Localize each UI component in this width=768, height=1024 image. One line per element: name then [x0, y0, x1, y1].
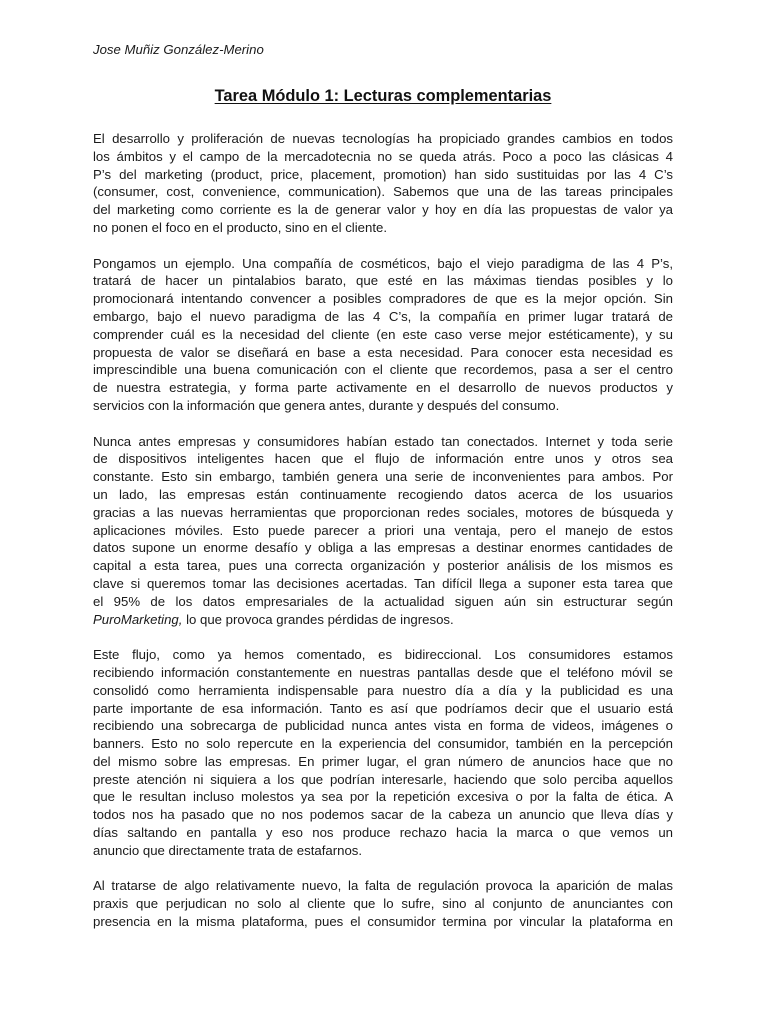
text-line: comprender cuál es la necesidad del cliente (en este caso verse mejor estéticamente), y su: [93, 326, 673, 342]
text-line: constante. Esto sin embargo, también genera una serie de inconvenientes para ambos. Por: [93, 469, 673, 485]
paragraph-1: [93, 130, 673, 237]
text-line: todos nos ha pasado que no nos podemos sacar de la cabeza un anuncio que lleva días y: [93, 807, 673, 823]
text-line: del marketing como corriente es la de generar valor y hoy en día las propuestas de valor ya: [93, 202, 673, 218]
text-line: preste atención ni siquiera a los que podrían interesarle, haciendo que solo perciba aquellos: [93, 771, 673, 787]
text-line: capital a esta tarea, pues una correcta organización y posterior análisis de los mismos es: [93, 558, 673, 574]
text-line: parte importante de esa información. Tanto es así que podríamos decir que el usuario está: [93, 700, 673, 716]
text-line: Nunca antes empresas y consumidores habían estado tan conectados. Internet y toda serie: [93, 433, 673, 449]
author-name: Jose Muñiz González-Merino: [93, 42, 264, 57]
text-line: P’s del marketing (product, price, placement, promotion) han sido sustituidas por las 4 C’s: [93, 166, 673, 182]
text-line: El desarrollo y proliferación de nuevas tecnologías ha propiciado grandes cambios en todos: [93, 131, 673, 146]
text-line: (consumer, cost, convenience, communication). Sabemos que una de las tareas principales: [93, 184, 673, 200]
text-line: los ámbitos y el campo de la mercadotecnia no se queda atrás. Poco a poco las clásicas 4: [93, 148, 673, 164]
text-line: anuncio que directamente trata de estafarnos.: [93, 842, 363, 858]
paragraph-3: [93, 433, 673, 629]
text-line: de nuestra estrategia, y forma parte activamente en el desarrollo de nuevos productos y: [93, 380, 673, 396]
paragraph-5: [93, 877, 673, 930]
text-line: no ponen el foco en el producto, sino en el cliente.: [93, 219, 387, 235]
text-line: el 95% de los datos empresariales de la actualidad siguen aún sin estructurar según: [93, 593, 673, 609]
source-name: PuroMarketing,: [93, 611, 183, 627]
paragraph-4: [93, 646, 673, 860]
text-line: gracias a las nuevas herramientas que proporcionan redes sociales, motores de búsqueda y: [93, 504, 673, 520]
paragraph-2: [93, 255, 673, 415]
text-line: promocionará intentando convencer a posibles compradores de que es la mejor opción. Sin: [93, 291, 673, 307]
document-body: [93, 130, 673, 949]
text-line: Este flujo, como ya hemos comentado, es bidireccional. Los consumidores estamos: [93, 647, 673, 663]
text-line: embargo, bajo el nuevo paradigma de las 4 C’s, la compañía en primer lugar tratará de: [93, 308, 673, 324]
text-line: servicios con la información que genera antes, durante y después del consumo.: [93, 397, 560, 413]
text-line-rest: lo que provoca grandes pérdidas de ingresos.: [182, 611, 454, 627]
document-title: Tarea Módulo 1: Lecturas complementarias: [214, 87, 552, 105]
text-line: consolidó como herramienta indispensable para nuestro día a día y la publicidad es una: [93, 682, 673, 698]
text-line: recibiendo una sobrecarga de publicidad nunca antes vista en forma de videos, imágenes o: [93, 718, 673, 734]
text-line: Pongamos un ejemplo. Una compañía de cosméticos, bajo el viejo paradigma de las 4 P’s,: [93, 255, 673, 271]
text-line: [93, 611, 673, 629]
text-line: tratará de hacer un pintalabios barato, que esté en las máximas tiendas posibles y lo: [93, 273, 673, 289]
text-line: praxis que perjudican no solo al cliente que lo sufre, sino al conjunto de anunciantes con: [93, 896, 673, 912]
text-line: recibiendo información constantemente en nuestras pantallas desde que el teléfono móvil se: [93, 664, 673, 680]
text-line: de dispositivos inteligentes hacen que el flujo de información entre unos y otros sea: [93, 451, 673, 467]
text-line: clave si queremos tomar las decisiones acertadas. Tan difícil llega a suponer esta tarea que: [93, 575, 673, 591]
text-line: propuesta de valor se diseñará en base a esta necesidad. Para conocer esta necesidad es: [93, 344, 673, 360]
text-line: del mismo sobre las empresas. En primer lugar, el gran número de anuncios hace que no: [93, 753, 673, 769]
text-line: datos supone un enorme desafío y obliga a las empresas a destinar enormes cantidades de: [93, 540, 673, 556]
text-line: presencia en la misma plataforma, pues el consumidor termina por vincular la plataforma en: [93, 914, 673, 930]
text-line: banners. Esto no solo repercute en la experiencia del consumidor, también en la percepción: [93, 736, 673, 752]
text-line: aplicaciones móviles. Esto puede parecer a priori una ventaja, pero el manejo de estos: [93, 522, 673, 538]
text-line: que le resultan incluso molestos ya sea por la repetición excesiva o por la falta de ética. A: [93, 789, 673, 805]
text-line: imprescindible una buena comunicación con el cliente que recordemos, pasa a ser el centro: [93, 362, 673, 378]
text-line: días saltando en pantalla y eso nos produce rechazo hacia la marca o que vemos un: [93, 825, 673, 841]
text-line: Al tratarse de algo relativamente nuevo, la falta de regulación provoca la aparición de malas: [93, 878, 673, 894]
text-line: un lado, las empresas están continuamente recogiendo datos acerca de los usuarios: [93, 486, 673, 502]
